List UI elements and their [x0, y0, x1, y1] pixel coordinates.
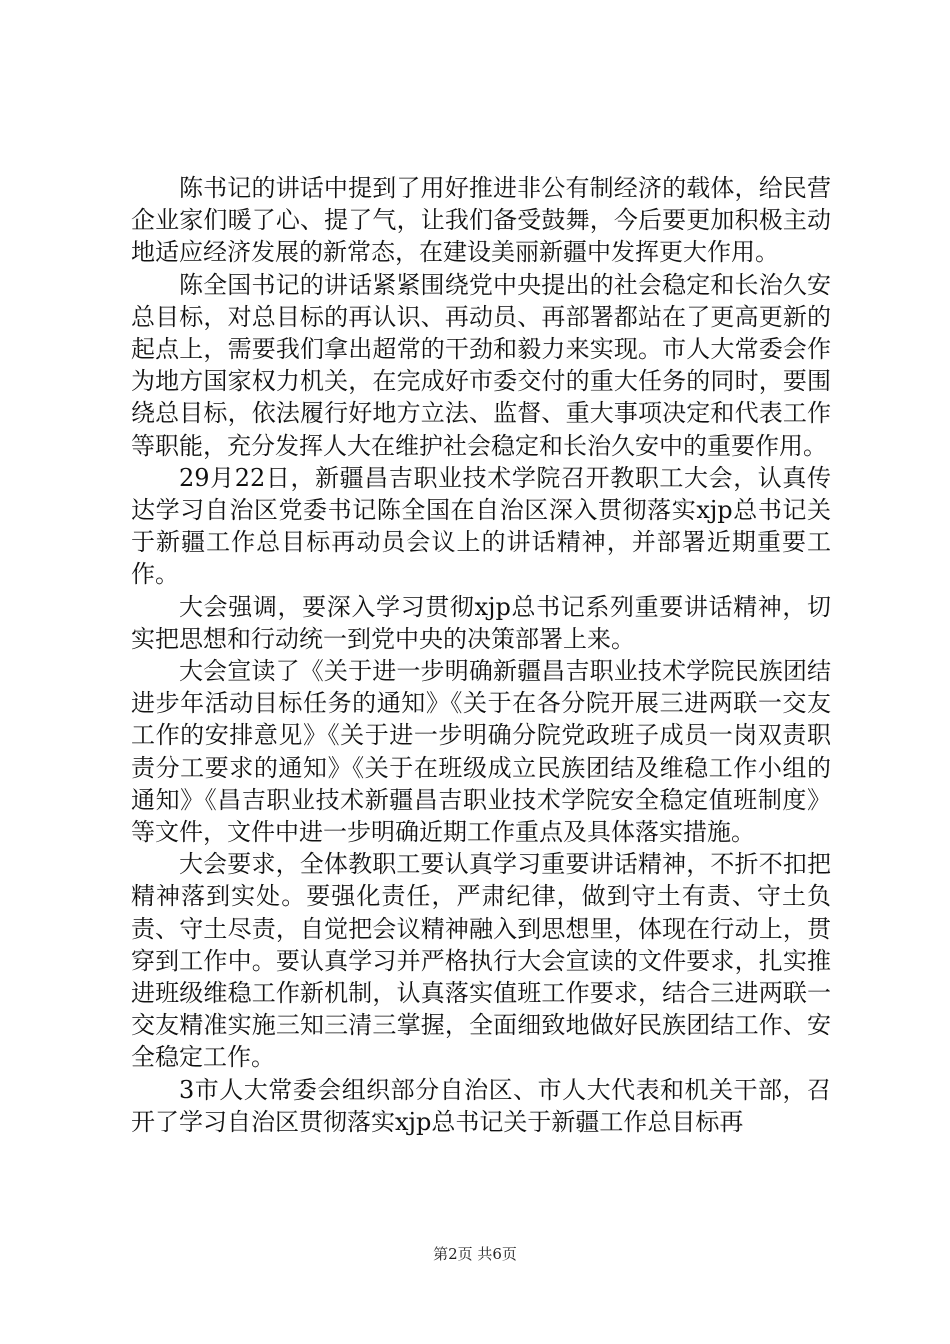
- paragraph-5: 大会宣读了《关于进一步明确新疆昌吉职业技术学院民族团结进步年活动目标任务的通知》《关于在各分院开展三进两联一交友工作的安排意见》《关于进一步明确分院党政班子成员一岗双责职责分工要求的通知》《关于在班级成立民族团结及维稳工作小组的通知》《昌吉职业技术新疆昌吉职业技术学院安全稳定值班制度》等文件，文件中进一步明确近期工作重点及具体落实措施。: [131, 657, 831, 847]
- paragraph-6: 大会要求，全体教职工要认真学习重要讲话精神，不折不扣把精神落到实处。要强化责任，严肃纪律，做到守土有责、守土负责、守土尽责，自觉把会议精神融入到思想里，体现在行动上，贯穿到工作中。要认真学习并严格执行大会宣读的文件要求，扎实推进班级维稳工作新机制，认真落实值班工作要求，结合三进两联一交友精准实施三知三清三掌握，全面细致地做好民族团结工作、安全稳定工作。: [131, 850, 831, 1072]
- paragraph-2: 陈全国书记的讲话紧紧围绕党中央提出的社会稳定和长治久安总目标，对总目标的再认识、再动员、再部署都站在了更高更新的起点上，需要我们拿出超常的干劲和毅力来实现。市人大常委会作为地方国家权力机关，在完成好市委交付的重大任务的同时，要围绕总目标，依法履行好地方立法、监督、重大事项决定和代表工作等职能，充分发挥人大在维护社会稳定和长治久安中的重要作用。: [131, 270, 831, 460]
- paragraph-1: 陈书记的讲话中提到了用好推进非公有制经济的载体，给民营企业家们暖了心、提了气，让我们备受鼓舞，今后要更加积极主动地适应经济发展的新常态，在建设美丽新疆中发挥更大作用。: [131, 174, 831, 267]
- paragraph-3: 29月22日，新疆昌吉职业技术学院召开教职工大会，认真传达学习自治区党委书记陈全国在自治区深入贯彻落实xjp总书记关于新疆工作总目标再动员会议上的讲话精神，并部署近期重要工作。: [131, 463, 831, 589]
- page-footer: 第2页 共6页: [433, 1245, 517, 1263]
- paragraph-7: 3市人大常委会组织部分自治区、市人大代表和机关干部，召开了学习自治区贯彻落实xjp总书记关于新疆工作总目标再: [131, 1075, 831, 1136]
- paragraph-4: 大会强调，要深入学习贯彻xjp总书记系列重要讲话精神，切实把思想和行动统一到党中央的决策部署上来。: [131, 592, 831, 653]
- document-body: [131, 172, 831, 1138]
